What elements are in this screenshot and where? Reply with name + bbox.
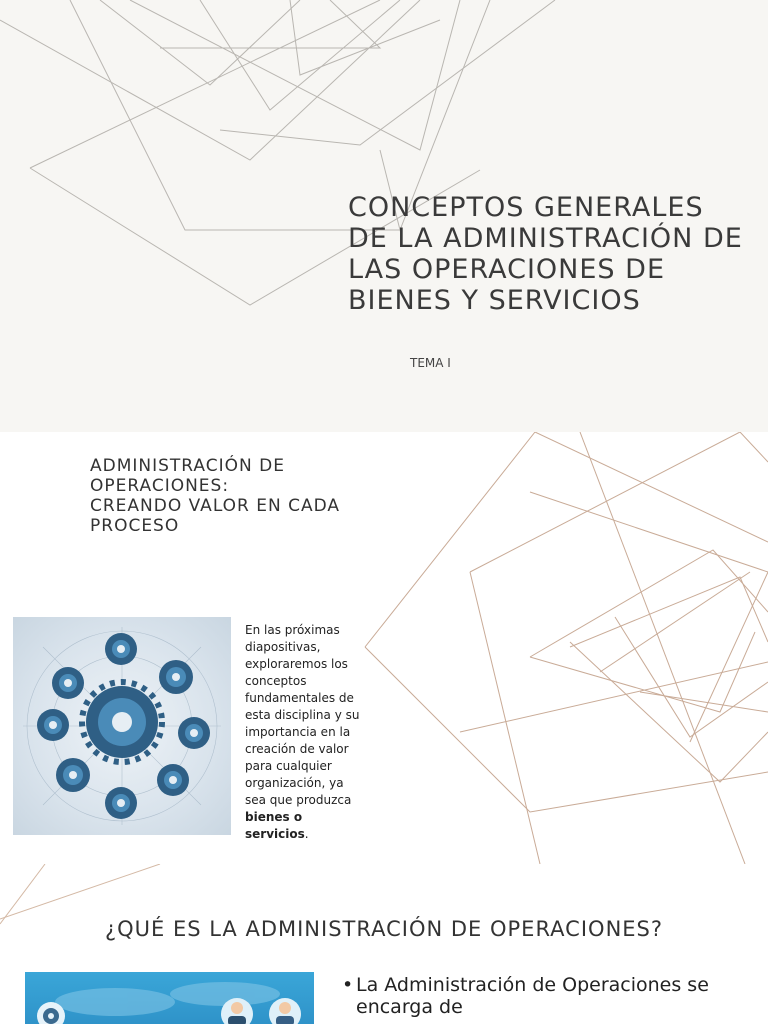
slide-title-heading: CONCEPTOS GENERALES DE LA ADMINISTRACIÓN DE LAS OPERACIONES DE BIENES Y SERVICIOS xyxy=(348,192,743,316)
slide-definition-heading: ¿QUÉ ES LA ADMINISTRACIÓN DE OPERACIONES? xyxy=(104,917,664,941)
heading-line: CREANDO VALOR EN CADA xyxy=(90,496,341,516)
operations-team-illustration-icon xyxy=(25,972,314,1024)
definition-bullet xyxy=(342,974,752,1018)
slide-title xyxy=(0,0,768,432)
bullet-dot-icon: • xyxy=(342,974,354,996)
slide-intro-heading xyxy=(90,456,390,536)
body-bold-text: bienes o servicios xyxy=(245,810,305,841)
slide-intro-body xyxy=(245,622,363,843)
gears-icon xyxy=(13,617,231,835)
bullet-text: La Administración de Operaciones se encarga de xyxy=(356,974,709,1018)
slide-subtitle: TEMA I xyxy=(410,356,451,370)
heading-line: OPERACIONES: xyxy=(90,476,230,496)
heading-line: PROCESO xyxy=(90,516,180,536)
gears-illustration-icon xyxy=(13,617,231,835)
body-text: En las próximas diapositivas, exploraremos los conceptos fundamentales de esta disciplina y su importancia en la creación de valor para cualquier organización, ya sea que produzca xyxy=(245,623,360,807)
body-end: . xyxy=(304,827,309,841)
operations-icon xyxy=(25,972,314,1024)
heading-line: ADMINISTRACIÓN DE xyxy=(90,456,285,476)
